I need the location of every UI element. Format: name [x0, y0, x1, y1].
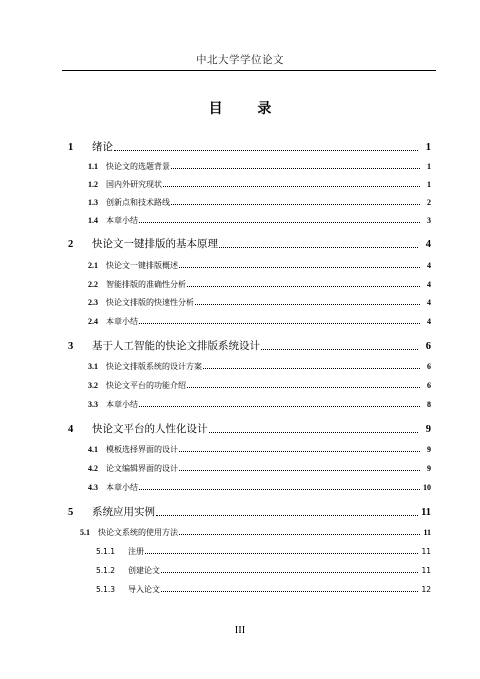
toc-entry-title: 本章小结	[106, 216, 138, 225]
toc-entry-title: 本章小结	[106, 483, 138, 492]
toc-entry-page: 3	[427, 216, 431, 225]
toc-entry-number: 5	[68, 507, 74, 518]
toc-entry-title: 快论文排版的快速性分析	[106, 298, 194, 307]
toc-entry-chapter[interactable]	[0, 338, 480, 353]
toc-entry-title: 绪论	[92, 141, 113, 153]
toc-entry-chapter[interactable]	[0, 139, 480, 154]
toc-entry-section[interactable]	[0, 361, 480, 372]
toc-leader-dots	[145, 553, 418, 554]
toc-entry-title: 快论文平台的人性化设计	[92, 423, 208, 435]
toc-entry-section[interactable]	[0, 161, 480, 172]
toc-entry-number: 4.3	[88, 483, 98, 492]
toc-entry-section[interactable]	[0, 482, 480, 493]
toc-leader-dots	[161, 591, 418, 592]
toc-entry-number: 2.4	[88, 317, 98, 326]
toc-leader-dots	[161, 572, 418, 573]
header-rule	[62, 70, 436, 71]
toc-entry-title: 快论文一键排版的基本原理	[92, 238, 218, 250]
toc-entry-page: 6	[427, 381, 431, 390]
toc-entry-chapter[interactable]	[0, 504, 480, 519]
toc-leader-dots	[219, 247, 418, 248]
toc-leader-dots	[261, 349, 418, 350]
toc-title: 目 录	[208, 101, 272, 117]
toc-entry-number: 2	[68, 239, 74, 250]
toc-entry-section[interactable]	[0, 179, 480, 190]
toc-entry-number: 3.3	[88, 400, 98, 409]
toc-entry-number: 3	[68, 341, 74, 352]
toc-entry-title: 注册	[128, 547, 144, 556]
toc-entry-page: 11	[421, 566, 431, 575]
toc-entry-page: 11	[423, 528, 431, 537]
toc-entry-section[interactable]	[0, 380, 480, 391]
toc-leader-dots	[187, 286, 420, 287]
toc-entry-number: 5.1	[80, 528, 90, 537]
toc-entry-page: 6	[425, 341, 431, 352]
toc-entry-page: 4	[427, 261, 431, 270]
toc-entry-title: 快论文平台的功能介绍	[106, 381, 186, 390]
toc-leader-dots	[171, 168, 420, 169]
toc-entry-section[interactable]	[0, 197, 480, 208]
toc-entry-title: 智能排版的准确性分析	[106, 280, 186, 289]
toc-entry-number: 5.1.2	[96, 566, 116, 575]
toc-leader-dots	[203, 368, 420, 369]
toc-entry-page: 4	[427, 298, 431, 307]
toc-entry-section[interactable]	[0, 527, 480, 538]
toc-entry-page: 12	[421, 585, 431, 594]
toc-entry-number: 5.1.1	[96, 547, 116, 556]
toc-entry-number: 5.1.3	[96, 585, 116, 594]
toc-leader-dots	[156, 515, 418, 516]
toc-entry-number: 4.2	[88, 464, 98, 473]
toc-entry-page: 2	[427, 198, 431, 207]
toc-entry-page: 9	[425, 424, 431, 435]
toc-entry-title: 创建论文	[128, 566, 160, 575]
toc-entry-chapter[interactable]	[0, 236, 480, 251]
toc-entry-page: 4	[427, 280, 431, 289]
toc-entry-page: 4	[425, 239, 431, 250]
toc-entry-title: 本章小结	[106, 400, 138, 409]
toc-leader-dots	[139, 222, 420, 223]
toc-entry-number: 1.1	[88, 162, 98, 171]
toc-entry-number: 3.2	[88, 381, 98, 390]
toc-entry-number: 1.3	[88, 198, 98, 207]
toc-entry-subsection[interactable]	[0, 565, 480, 576]
toc-entry-title: 国内外研究现状	[106, 180, 162, 189]
toc-leader-dots	[139, 489, 420, 490]
toc-entry-number: 1	[68, 142, 74, 153]
toc-leader-dots	[139, 406, 420, 407]
toc-entry-title: 系统应用实例	[92, 506, 155, 518]
page-number: III	[234, 625, 246, 636]
toc-leader-dots	[209, 432, 419, 433]
toc-entry-number: 4	[68, 424, 74, 435]
toc-entry-title: 快论文排版系统的设计方案	[106, 362, 202, 371]
toc-entry-number: 1.2	[88, 180, 98, 189]
toc-entry-page: 8	[427, 400, 431, 409]
toc-entry-page: 1	[425, 142, 431, 153]
toc-entry-page: 1	[427, 180, 431, 189]
toc-entry-title: 本章小结	[106, 317, 138, 326]
toc-leader-dots	[114, 150, 418, 151]
toc-entry-page: 9	[427, 445, 431, 454]
toc-entry-title: 论文编辑界面的设计	[106, 464, 178, 473]
toc-entry-page: 11	[421, 507, 431, 518]
toc-entry-title: 快论文系统的使用方法	[98, 528, 178, 537]
toc-entry-title: 基于人工智能的快论文排版系统设计	[92, 340, 260, 352]
toc-leader-dots	[171, 204, 420, 205]
toc-entry-number: 4.1	[88, 445, 98, 454]
toc-leader-dots	[163, 186, 420, 187]
toc-entry-section[interactable]	[0, 399, 480, 410]
toc-entry-number: 1.4	[88, 216, 98, 225]
toc-entry-title: 快论文的选题背景	[106, 162, 170, 171]
toc-leader-dots	[195, 304, 420, 305]
toc-entry-number: 2.2	[88, 280, 98, 289]
toc-entry-section[interactable]	[0, 260, 480, 271]
toc-entry-number: 2.3	[88, 298, 98, 307]
toc-entry-chapter[interactable]	[0, 421, 480, 436]
toc-entry-page: 1	[427, 162, 431, 171]
running-header: 中北大学学位论文	[196, 54, 284, 66]
toc-entry-number: 3.1	[88, 362, 98, 371]
toc-entry-title: 快论文一键排版概述	[106, 261, 178, 270]
toc-entry-number: 2.1	[88, 261, 98, 270]
toc-entry-section[interactable]	[0, 463, 480, 474]
toc-entry-page: 6	[427, 362, 431, 371]
toc-entry-subsection[interactable]	[0, 584, 480, 595]
toc-entry-title: 创新点和技术路线	[106, 198, 170, 207]
toc-entry-section[interactable]	[0, 444, 480, 455]
toc-entry-section[interactable]	[0, 297, 480, 308]
toc-leader-dots	[179, 451, 420, 452]
toc-leader-dots	[139, 323, 420, 324]
toc-entry-section[interactable]	[0, 279, 480, 290]
toc-leader-dots	[187, 387, 420, 388]
toc-entry-page: 9	[427, 464, 431, 473]
toc-entry-page: 4	[427, 317, 431, 326]
toc-entry-page: 11	[421, 547, 431, 556]
toc-entry-subsection[interactable]	[0, 546, 480, 557]
toc-leader-dots	[179, 470, 420, 471]
toc-entry-title: 模板选择界面的设计	[106, 445, 178, 454]
toc-leader-dots	[179, 534, 420, 535]
toc-entry-section[interactable]	[0, 215, 480, 226]
toc-entry-title: 导入论文	[128, 585, 160, 594]
toc-entry-section[interactable]	[0, 316, 480, 327]
toc-leader-dots	[179, 267, 420, 268]
toc-entry-page: 10	[423, 483, 431, 492]
